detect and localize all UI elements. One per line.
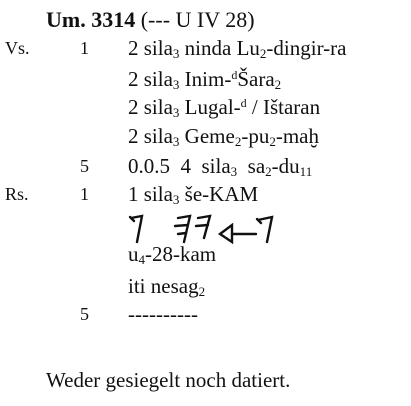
text-fragment: -pu bbox=[241, 124, 270, 148]
text-fragment: 2 sila bbox=[128, 36, 173, 60]
line-number: 1 bbox=[80, 38, 89, 58]
tablet-reference: (--- U IV 28) bbox=[140, 7, 255, 32]
line-text bbox=[128, 181, 258, 207]
text-fragment: 0.0.5 4 sila bbox=[128, 154, 231, 178]
text-fragment: ---------- bbox=[128, 302, 198, 326]
tablet-side: Rs. bbox=[5, 184, 29, 204]
line-number: 5 bbox=[80, 156, 89, 176]
text-fragment: -28-kam bbox=[145, 242, 217, 266]
text-fragment: u bbox=[128, 242, 139, 266]
text-fragment: 2 sila bbox=[128, 95, 173, 119]
line-number: 5 bbox=[80, 304, 89, 324]
text-fragment: še-KAM bbox=[179, 182, 259, 206]
text-fragment: 11 bbox=[299, 164, 313, 179]
line-text bbox=[128, 301, 198, 327]
text-fragment: Lugal- bbox=[179, 95, 241, 119]
text-fragment: 2 bbox=[234, 134, 242, 149]
text-fragment: 3 bbox=[172, 134, 180, 149]
text-fragment: Geme bbox=[179, 124, 235, 148]
tablet-side: Vs. bbox=[5, 38, 30, 58]
text-fragment: d bbox=[231, 68, 238, 82]
text-fragment: 2 bbox=[265, 164, 272, 179]
line-text bbox=[128, 66, 281, 92]
tablet-header bbox=[46, 7, 255, 33]
text-fragment: 1 sila bbox=[128, 182, 173, 206]
text-fragment: sa bbox=[237, 154, 266, 178]
line-number: 1 bbox=[80, 184, 89, 204]
text-fragment: -dingir-ra bbox=[266, 36, 347, 60]
text-fragment: 2 bbox=[259, 46, 267, 61]
line-text bbox=[128, 35, 346, 61]
text-fragment: iti nesag bbox=[128, 274, 199, 298]
line-text bbox=[128, 123, 319, 149]
text-fragment: 3 bbox=[172, 192, 180, 207]
text-fragment: Inim- bbox=[179, 67, 232, 91]
text-fragment: -maḫ bbox=[275, 124, 319, 148]
line-text bbox=[128, 94, 320, 120]
text-fragment: / Ištaran bbox=[246, 95, 321, 119]
line-text bbox=[128, 273, 205, 299]
text-fragment: 3 bbox=[172, 77, 180, 92]
text-fragment: 3 bbox=[172, 105, 180, 120]
text-fragment: 3 bbox=[172, 46, 180, 61]
cuneiform-icon bbox=[128, 212, 298, 246]
text-fragment: 4 bbox=[138, 252, 145, 267]
text-fragment: 2 bbox=[198, 284, 206, 299]
text-fragment: 3 bbox=[230, 164, 238, 179]
text-fragment: d bbox=[240, 96, 247, 110]
seal-note: Weder gesiegelt noch datiert. bbox=[46, 368, 291, 392]
text-fragment: ninda Lu bbox=[179, 36, 260, 60]
line-text bbox=[128, 153, 312, 179]
text-fragment: 2 bbox=[269, 134, 276, 149]
text-fragment: 2 bbox=[274, 77, 282, 92]
text-fragment: 2 sila bbox=[128, 124, 173, 148]
text-fragment: -du bbox=[271, 154, 300, 178]
text-fragment: Šara bbox=[237, 67, 275, 91]
text-fragment: 2 sila bbox=[128, 67, 173, 91]
tablet-id: Um. 3314 bbox=[46, 7, 136, 32]
